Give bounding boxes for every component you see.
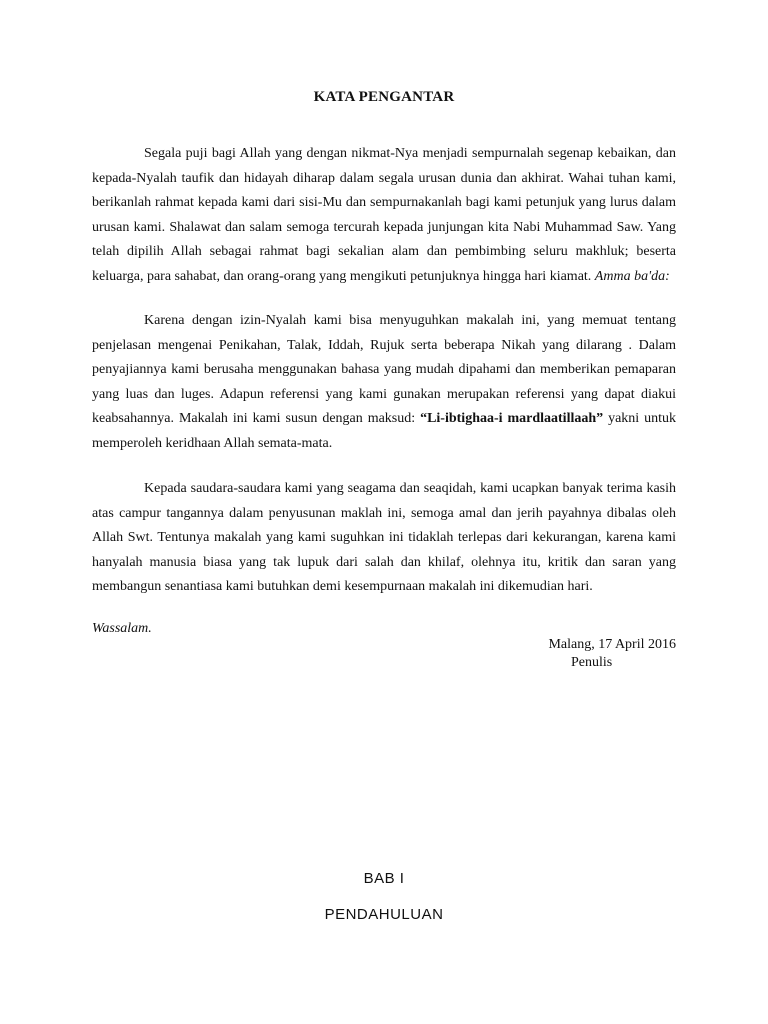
chapter-title: PENDAHULUAN — [324, 906, 444, 923]
paragraph-text — [92, 309, 676, 456]
paragraph-purpose — [92, 309, 676, 456]
paragraph-purpose-text-before: Karena dengan izin-Nyalah kami bisa menyuguhkan makalah ini, yang memuat tentang penjelasan mengenai Penikahan, Talak, Iddah, Rujuk serta beberapa Nikah yang dilarang . Dalam penyajiannya kami berusaha menggunakan bahasa yang mudah dipahami dan memberikan pemaparan yang luas dan luges. Adapun referensi yang kami gunakan merupakan referensi yang dapat diakui keabsahannya. Makalah ini kami susun dengan maksud: — [92, 313, 676, 426]
page-title: KATA PENGANTAR — [313, 89, 455, 105]
author-label: Penulis — [571, 655, 613, 670]
paragraph-text — [92, 142, 676, 289]
chapter-number: BAB I — [363, 870, 405, 887]
paragraph-thanks-text: Kepada saudara-saudara kami yang seagama dan seaqidah, kami ucapkan banyak terima kasih atas campur tangannya dalam penyusunan maklah ini, semoga amal dan jerih payahnya dibalas oleh Allah Swt. Tentunya makalah yang kami suguhkan ini tidaklah terlepas dari kekurangan, karena kami hanyalah manusia biasa yang tak lupuk dari salah dan khilaf, olehnya itu, kritik dan saran yang membangun senantiasa kami butuhkan demi kesempurnaan makalah ini dikemudian hari. — [92, 481, 676, 594]
paragraph-opening-text: Segala puji bagi Allah yang dengan nikmat-Nya menjadi sempurnalah segenap kebaikan, dan kepada-Nyalah taufik dan hidayah diharap dalam segala urusan dunia dan akhirat. Wahai tuhan kami, berikanlah rahmat kepada kami dari sisi-Mu dan sempurnakanlah bagi kami petunjuk yang lurus dalam urusan kami. Shalawat dan salam semoga tercurah kepada junjungan kita Nabi Muhammad Saw. Yang telah dipilih Allah sebagai rahmat bagi sekalian alam dan pembimbing seluru makhluk; beserta keluarga, para sahabat, dan orang-orang yang mengikuti petunjuknya hingga hari kiamat. — [92, 146, 676, 284]
paragraph-opening-italic: Amma ba'da: — [594, 268, 670, 284]
paragraph-purpose-bold-phrase: “Li-ibtighaa-i mardlaatillaah” — [420, 411, 604, 426]
place-date: Malang, 17 April 2016 — [548, 637, 676, 652]
paragraph-purpose-text-after: yakni untuk memperoleh keridhaan Allah semata-mata. — [92, 411, 676, 451]
paragraph-text — [92, 477, 676, 600]
paragraph-thanks — [92, 477, 676, 600]
closing-greeting: Wassalam. — [92, 621, 152, 636]
paragraph-opening — [92, 142, 676, 289]
